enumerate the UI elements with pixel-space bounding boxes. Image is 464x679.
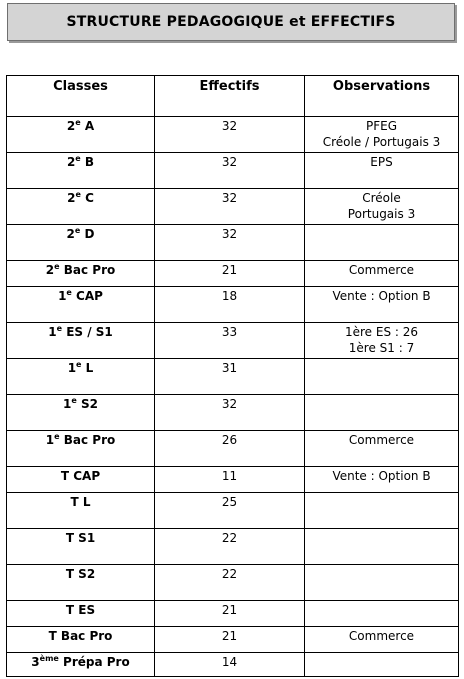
table-row	[7, 431, 459, 467]
class-name: B	[80, 155, 95, 169]
observation-cell	[305, 189, 459, 225]
effectif-cell: 18	[155, 287, 305, 323]
class-superscript: e	[71, 396, 77, 405]
observation-cell	[305, 529, 459, 565]
class-name: S2	[76, 397, 98, 411]
class-cell	[7, 153, 155, 189]
class-level: 1	[67, 361, 77, 375]
observation-line-1: Vente : Option B	[332, 289, 431, 303]
class-cell	[7, 627, 155, 653]
class-superscript: e	[75, 118, 81, 127]
class-cell	[7, 323, 155, 359]
effectif-cell: 14	[155, 653, 305, 677]
table-row	[7, 153, 459, 189]
class-cell	[7, 287, 155, 323]
observation-line-1: PFEG	[365, 119, 398, 133]
class-level: T CAP	[60, 469, 101, 483]
effectif-cell: 32	[155, 189, 305, 225]
observation-cell	[305, 359, 459, 395]
class-cell	[7, 189, 155, 225]
class-level: 2	[67, 191, 76, 205]
effectif-cell: 22	[155, 529, 305, 565]
effectif-cell: 32	[155, 225, 305, 261]
table-row	[7, 261, 459, 287]
class-level: T ES	[65, 603, 96, 617]
observation-cell	[305, 601, 459, 627]
title-banner	[7, 3, 455, 41]
class-name: Prépa Pro	[58, 655, 130, 669]
class-superscript: e	[75, 154, 81, 163]
class-level: T Bac Pro	[48, 629, 113, 643]
observation-line-1: Commerce	[348, 629, 415, 643]
effectif-cell: 32	[155, 395, 305, 431]
table-row	[7, 493, 459, 529]
observation-cell	[305, 431, 459, 467]
class-level: 2	[45, 263, 55, 277]
class-cell	[7, 261, 155, 287]
class-level: 2	[66, 227, 75, 241]
effectif-cell: 31	[155, 359, 305, 395]
class-cell	[7, 467, 155, 493]
table-row	[7, 601, 459, 627]
observation-cell	[305, 153, 459, 189]
class-superscript: e	[75, 190, 81, 199]
class-level: 1	[48, 325, 57, 339]
table-row	[7, 653, 459, 677]
observation-cell	[305, 627, 459, 653]
table-row	[7, 565, 459, 601]
effectif-cell: 22	[155, 565, 305, 601]
class-cell	[7, 529, 155, 565]
effectif-cell: 32	[155, 153, 305, 189]
class-level: 1	[45, 433, 55, 447]
class-cell	[7, 359, 155, 395]
observation-line-2: Portugais 3	[347, 207, 416, 221]
observation-line-1: Créole	[362, 191, 401, 205]
class-superscript: e	[54, 262, 60, 271]
class-superscript: e	[56, 324, 63, 333]
table-row	[7, 225, 459, 261]
class-superscript: e	[66, 288, 72, 297]
class-superscript: ème	[39, 654, 59, 663]
table-row	[7, 395, 459, 431]
table-row	[7, 189, 459, 225]
header-effectifs: Effectifs	[155, 76, 305, 117]
observation-cell	[305, 261, 459, 287]
observation-line-2: 1ère S1 : 7	[348, 341, 415, 355]
table-row	[7, 117, 459, 153]
observation-cell	[305, 287, 459, 323]
class-cell	[7, 493, 155, 529]
class-name: A	[80, 119, 95, 133]
class-superscript: e	[74, 226, 81, 235]
header-classes: Classes	[7, 76, 155, 117]
observation-cell	[305, 493, 459, 529]
observation-line-1: Vente : Option B	[332, 469, 431, 483]
observation-cell	[305, 395, 459, 431]
class-cell	[7, 225, 155, 261]
class-name: L	[81, 361, 94, 375]
observation-line-1: Commerce	[348, 433, 415, 447]
observation-cell	[305, 225, 459, 261]
class-cell	[7, 431, 155, 467]
class-cell	[7, 653, 155, 677]
observation-line-1: Commerce	[348, 263, 415, 277]
effectif-cell: 32	[155, 117, 305, 153]
observation-cell	[305, 117, 459, 153]
class-name: ES / S1	[62, 325, 113, 339]
class-level: 1	[63, 397, 72, 411]
table-row	[7, 287, 459, 323]
class-level: T S1	[65, 531, 96, 545]
effectif-cell: 33	[155, 323, 305, 359]
class-name: Bac Pro	[59, 263, 116, 277]
table-row	[7, 529, 459, 565]
effectifs-table	[6, 75, 459, 677]
class-superscript: e	[76, 360, 82, 369]
class-level: T L	[70, 495, 91, 509]
class-superscript: e	[54, 432, 60, 441]
class-cell	[7, 117, 155, 153]
header-observations: Observations	[305, 76, 459, 117]
table-row	[7, 467, 459, 493]
observation-cell	[305, 565, 459, 601]
class-cell	[7, 565, 155, 601]
observation-cell	[305, 323, 459, 359]
observation-line-1: 1ère ES : 26	[344, 325, 419, 339]
effectif-cell: 21	[155, 601, 305, 627]
effectif-cell: 11	[155, 467, 305, 493]
class-name: CAP	[71, 289, 103, 303]
class-level: T S2	[65, 567, 96, 581]
observation-cell	[305, 653, 459, 677]
class-level: 3	[31, 655, 40, 669]
class-cell	[7, 395, 155, 431]
effectif-cell: 21	[155, 261, 305, 287]
effectif-cell: 21	[155, 627, 305, 653]
effectif-cell: 26	[155, 431, 305, 467]
class-level: 2	[66, 119, 76, 133]
table-row	[7, 627, 459, 653]
class-level: 2	[66, 155, 76, 169]
table-row	[7, 359, 459, 395]
observation-line-1: EPS	[370, 155, 393, 169]
class-name: C	[80, 191, 94, 205]
observation-line-2: Créole / Portugais 3	[322, 135, 441, 149]
class-level: 1	[58, 289, 67, 303]
table-header-row	[7, 76, 459, 117]
class-name: D	[80, 227, 95, 241]
observation-cell	[305, 467, 459, 493]
table-row	[7, 323, 459, 359]
page-title: STRUCTURE PEDAGOGIQUE et EFFECTIFS	[66, 14, 396, 30]
class-name: Bac Pro	[59, 433, 116, 447]
class-cell	[7, 601, 155, 627]
effectif-cell: 25	[155, 493, 305, 529]
